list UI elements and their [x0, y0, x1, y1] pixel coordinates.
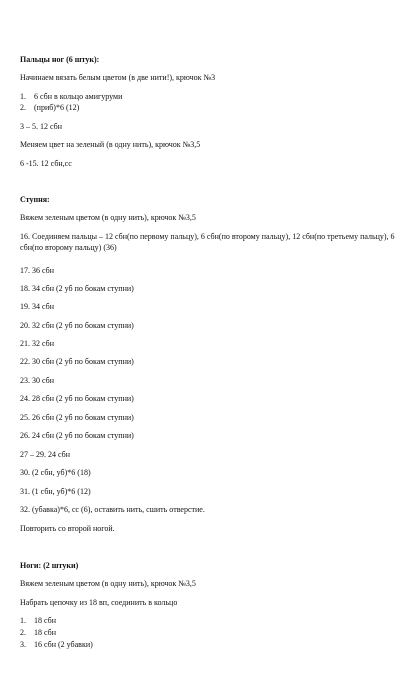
- list-text: 18 сбн: [34, 616, 56, 625]
- foot-repeat: Повторить со второй ногой.: [20, 524, 115, 533]
- foot-row: 25. 26 сбн (2 уб по бокам ступни): [20, 413, 134, 422]
- list-number: 2.: [20, 103, 26, 112]
- legs-list-item-1: [20, 616, 395, 627]
- toes-heading: Пальцы ног (6 штук):: [20, 55, 100, 64]
- foot-intro: Вяжем зеленым цветом (в одну нить), крючок №3,5: [20, 213, 196, 222]
- foot-row: 31. (1 сбн, уб)*6 (12): [20, 487, 91, 496]
- list-number: 1.: [20, 92, 26, 101]
- legs-list-item-2: [20, 628, 395, 639]
- foot-row: 22. 30 сбн (2 уб по бокам ступни): [20, 357, 134, 366]
- foot-row: 26. 24 сбн (2 уб по бокам ступни): [20, 431, 134, 440]
- foot-row: 19. 34 сбн: [20, 302, 54, 311]
- list-number: 3.: [20, 640, 26, 649]
- legs-heading: Ноги: (2 штуки): [20, 561, 79, 570]
- toes-rows-6-15: 6 -15. 12 сбн,сс: [20, 159, 72, 168]
- foot-row: 27 – 29. 24 сбн: [20, 450, 70, 459]
- list-text: (приб)*6 (12): [34, 103, 80, 112]
- foot-row: 32. (убавка)*6, сс (6), оставить нить, сшить отверстие.: [20, 505, 205, 514]
- list-text: 18 сбн: [34, 628, 56, 637]
- toes-rows-3-5: 3 – 5. 12 сбн: [20, 122, 62, 131]
- foot-row: 23. 30 сбн: [20, 376, 54, 385]
- foot-row: 18. 34 сбн (2 уб по бокам ступни): [20, 284, 134, 293]
- foot-row: 20. 32 сбн (2 уб по бокам ступни): [20, 321, 134, 330]
- foot-row: 30. (2 сбн, уб)*6 (18): [20, 468, 91, 477]
- foot-row: 17. 36 сбн: [20, 266, 54, 275]
- list-number: 2.: [20, 628, 26, 637]
- legs-chain: Набрать цепочку из 18 вп, соединить в кольцо: [20, 598, 178, 607]
- toes-list-item-1: [20, 92, 395, 103]
- toes-intro: Начинаем вязать белым цветом (в две нити!), крючок №3: [20, 73, 216, 82]
- toes-color-change: Меняем цвет на зеленый (в одну нить), крючок №3,5: [20, 140, 201, 149]
- foot-row-16: 16. Соединяем пальцы – 12 сбн(по первому пальцу), 6 сбн(по второму пальцу), 12 сбн(по третьему пальцу), 6 сбн(по второму пальцу) (36): [20, 232, 395, 252]
- list-text: 6 сбн в кольцо амигуруми: [34, 92, 123, 101]
- list-text: 16 сбн (2 убавки): [34, 640, 93, 649]
- foot-row: 24. 28 сбн (2 уб по бокам ступни): [20, 394, 134, 403]
- list-number: 1.: [20, 616, 26, 625]
- legs-intro: Вяжем зеленым цветом (в одну нить), крючок №3,5: [20, 579, 196, 588]
- foot-heading: Ступня:: [20, 195, 50, 204]
- legs-list-item-3: [20, 640, 395, 651]
- foot-row: 21. 32 сбн: [20, 339, 54, 348]
- toes-list-item-2: [20, 103, 395, 114]
